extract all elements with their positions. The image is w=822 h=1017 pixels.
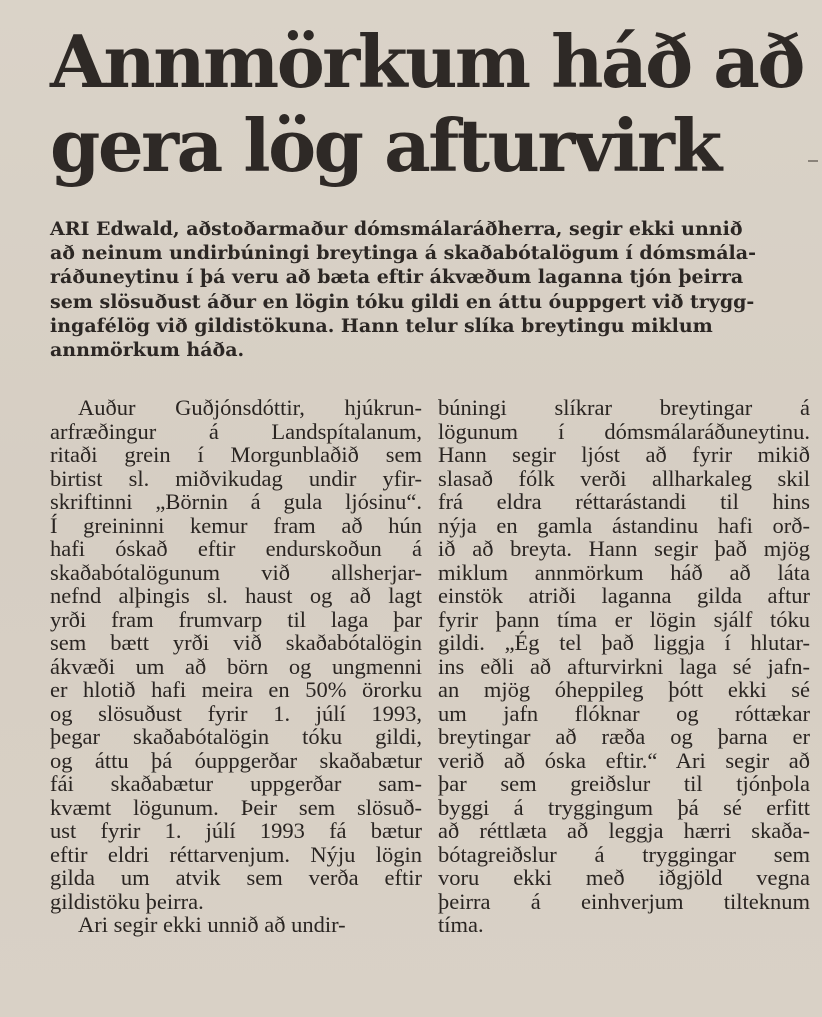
body-line: ákvæði um að börn og ungmenni	[50, 653, 422, 679]
body-line: búningi slíkrar breytingar á	[438, 395, 810, 420]
body-line: skriftinni „Börnin á gula ljósinu“.	[50, 489, 422, 514]
body-line: nýja en gamla ástandinu hafi orð-	[438, 512, 810, 538]
body-line: um jafn flóknar og róttækar	[438, 700, 810, 726]
body-line: og slösuðust fyrir 1. júlí 1993,	[50, 700, 422, 726]
body-line: þeirra á einhverjum tilteknum	[438, 888, 810, 914]
body-line: miklum annmörkum háð að láta	[438, 559, 810, 585]
body-line: ins eðli að afturvirkni laga sé jafn-	[438, 653, 810, 679]
body-line: Ari segir ekki unnið að undir-	[78, 912, 346, 937]
body-line: ust fyrir 1. júlí 1993 fá bætur	[50, 818, 422, 843]
lead-line: ráðuneytinu í þá veru að bæta eftir ákvæðum laganna tjón þeirra	[50, 266, 744, 289]
body-line: að réttlæta að leggja hærri skaða-	[438, 818, 810, 843]
body-line: ið að breyta. Hann segir það mjög	[438, 536, 810, 561]
body-line: yrði fram frumvarp til laga þar	[50, 606, 422, 632]
headline-line: Annmörkum háð að	[50, 19, 803, 104]
headline	[50, 20, 810, 188]
body-line: fyrir þann tíma er lögin sjálf tóku	[438, 606, 810, 632]
body-line: nefnd alþingis sl. haust og að lagt	[50, 583, 422, 608]
body-line: lögunum í dómsmálaráðuneytinu.	[438, 418, 810, 444]
body-line: eftir eldri réttarvenjum. Nýju lögin	[50, 841, 422, 867]
lead-paragraph	[50, 217, 800, 362]
body-line: gilda um atvik sem verða eftir	[50, 865, 422, 890]
body-line: arfræðingur á Landspítalanum,	[50, 418, 422, 444]
body-column-right	[438, 396, 810, 937]
lead-line: ingafélög við gildistökuna. Hann telur slíka breytingu miklum	[50, 314, 713, 337]
body-line: verið að óska eftir.“ Ari segir að	[438, 747, 810, 773]
body-line: frá eldra réttarástandi til hins	[438, 489, 810, 514]
body-line: bótagreiðslur á tryggingar sem	[438, 841, 810, 867]
body-line: kvæmt lögunum. Þeir sem slösuð-	[50, 794, 422, 820]
lead-line: að neinum undirbúningi breytinga á skaðabótalögum í dómsmála-	[50, 242, 756, 265]
body-line: einstök atriði laganna gilda aftur	[438, 583, 810, 608]
body-line: breytingar að ræða og þarna er	[438, 724, 810, 749]
lead-line: annmörkum háða.	[50, 339, 245, 362]
body-line: voru ekki með iðgjöld vegna	[438, 865, 810, 890]
body-line: Auður Guðjónsdóttir, hjúkrun-	[78, 395, 422, 420]
body-line: byggi á tryggingum þá sé erfitt	[438, 794, 810, 820]
body-line: slasað fólk verði allharkaleg skil	[438, 465, 810, 491]
body-line: ritaði grein í Morgunblaðið sem	[50, 442, 422, 467]
body-line: tíma.	[438, 912, 484, 937]
lead-line: sem slösuðust áður en lögin tóku gildi en áttu óuppgert við trygg-	[50, 290, 755, 313]
body-line: sem bætt yrði við skaðabótalögin	[50, 630, 422, 655]
body-line: hafi óskað eftir endurskoðun á	[50, 536, 422, 561]
body-line: Hann segir ljóst að fyrir mikið	[438, 442, 810, 467]
body-line: skaðabótalögunum við allsherjar-	[50, 559, 422, 585]
body-column-left	[50, 396, 422, 937]
body-line: birtist sl. miðvikudag undir yfir-	[50, 465, 422, 491]
body-line: an mjög óheppileg þótt ekki sé	[438, 677, 810, 702]
body-line: þar sem greiðslur til tjónþola	[438, 771, 810, 796]
headline-line: gera lög afturvirk	[50, 103, 720, 188]
body-line: gildistöku þeirra.	[50, 888, 204, 914]
body-line: gildi. „Ég tel það liggja í hlutar-	[438, 630, 810, 655]
body-line: Í greininni kemur fram að hún	[50, 512, 422, 538]
lead-line: ARI Edwald, aðstoðarmaður dómsmálaráðherra, segir ekki unnið	[50, 218, 743, 240]
body-line: fái skaðabætur uppgerðar sam-	[50, 771, 422, 796]
body-line: þegar skaðabótalögin tóku gildi,	[50, 724, 422, 749]
body-line: er hlotið hafi meira en 50% örorku	[50, 677, 422, 702]
body-line: og áttu þá óuppgerðar skaðabætur	[50, 747, 422, 773]
margin-mark	[808, 160, 818, 162]
